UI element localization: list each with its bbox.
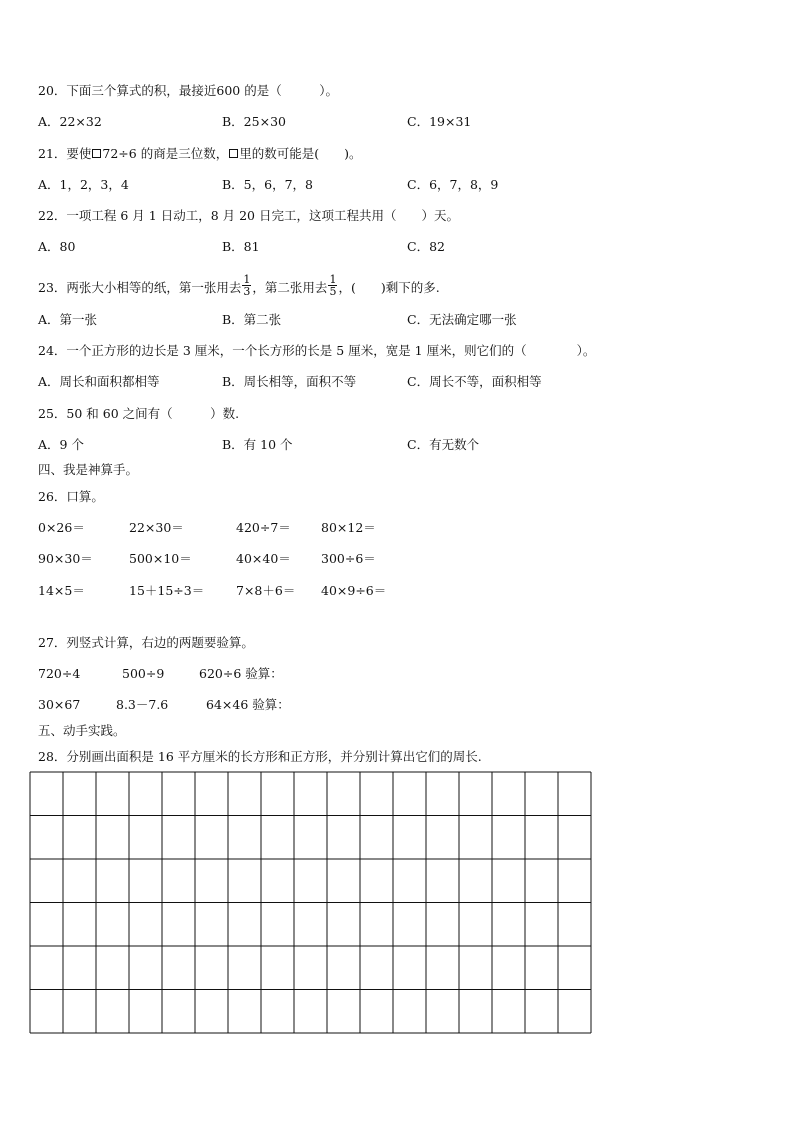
q23-stem-part-c: ，( )剩下的多. xyxy=(338,280,440,295)
q24-stem: 24．一个正方形的边长是 3 厘米，一个长方形的长是 5 厘米，宽是 1 厘米，则它们的（ ）。 xyxy=(38,343,596,358)
q26-item: 15＋15÷3＝ xyxy=(129,583,205,598)
fraction-one-fifth xyxy=(328,274,337,297)
q27-item: 8.3－7.6 xyxy=(116,697,169,712)
q25-option-b: B．有 10 个 xyxy=(222,437,293,452)
q27-item: 720÷4 xyxy=(38,666,81,681)
q25-option-c: C．有无数个 xyxy=(407,437,480,452)
q26-item: 420÷7＝ xyxy=(236,520,291,535)
q21-stem-part-c: 里的数可能是( )。 xyxy=(239,146,362,161)
q28-stem: 28．分别画出面积是 16 平方厘米的长方形和正方形，并分别计算出它们的周长. xyxy=(38,749,482,764)
fraction-denominator: 5 xyxy=(329,285,337,298)
q21-stem-part-a: 21．要使 xyxy=(38,146,92,161)
q22-option-a: A．80 xyxy=(38,239,76,254)
q21-option-c: C．6，7，8，9 xyxy=(407,177,499,192)
q23-stem-part-b: ，第二张用去 xyxy=(252,280,328,295)
q27-item: 30×67 xyxy=(38,697,81,712)
fraction-denominator: 3 xyxy=(243,285,251,298)
q24-option-a: A．周长和面积都相等 xyxy=(38,374,160,389)
q21-option-a: A．1，2，3，4 xyxy=(38,177,129,192)
q20-option-c: C．19×31 xyxy=(407,114,472,129)
q20-stem: 20．下面三个算式的积，最接近600 的是（ ）。 xyxy=(38,83,338,98)
q23-option-c: C．无法确定哪一张 xyxy=(407,312,517,327)
q23-stem-part-a: 23．两张大小相等的纸，第一张用去 xyxy=(38,280,242,295)
blank-box-icon xyxy=(92,149,101,158)
fraction-numerator: 1 xyxy=(329,273,337,286)
q23-option-b: B．第二张 xyxy=(222,312,282,327)
drawing-grid[interactable] xyxy=(29,771,593,1035)
q26-title: 26．口算。 xyxy=(38,489,104,504)
q20-option-b: B．25×30 xyxy=(222,114,286,129)
q26-item: 40×9÷6＝ xyxy=(321,583,387,598)
q21-stem-part-b: 72÷6 的商是三位数， xyxy=(102,146,229,161)
q25-stem: 25．50 和 60 之间有（ ）数. xyxy=(38,406,240,421)
section-4-heading: 四、我是神算手。 xyxy=(38,462,139,477)
blank-box-icon xyxy=(229,149,238,158)
q21-option-b: B．5，6，7，8 xyxy=(222,177,313,192)
fraction-numerator: 1 xyxy=(243,273,251,286)
fraction-one-third xyxy=(242,274,251,297)
q25-option-a: A．9 个 xyxy=(38,437,84,452)
q27-item: 620÷6 验算： xyxy=(199,666,283,681)
q22-option-c: C．82 xyxy=(407,239,445,254)
q22-stem: 22．一项工程 6 月 1 日动工，8 月 20 日完工，这项工程共用（ ）天。 xyxy=(38,208,459,223)
q20-option-a: A．22×32 xyxy=(38,114,102,129)
q24-option-b: B．周长相等，面积不等 xyxy=(222,374,357,389)
q26-item: 500×10＝ xyxy=(129,551,192,566)
q27-item: 64×46 验算： xyxy=(206,697,290,712)
q24-option-c: C．周长不等，面积相等 xyxy=(407,374,542,389)
q23-stem xyxy=(38,273,440,300)
q27-title: 27．列竖式计算，右边的两题要验算。 xyxy=(38,635,254,650)
q23-option-a: A．第一张 xyxy=(38,312,98,327)
q26-item: 90×30＝ xyxy=(38,551,93,566)
section-5-heading: 五、动手实践。 xyxy=(38,723,126,738)
q26-item: 14×5＝ xyxy=(38,583,85,598)
q26-item: 40×40＝ xyxy=(236,551,291,566)
q26-item: 300÷6＝ xyxy=(321,551,376,566)
q26-item: 7×8＋6＝ xyxy=(236,583,296,598)
q21-stem xyxy=(38,146,361,162)
q26-item: 80×12＝ xyxy=(321,520,376,535)
q26-item: 22×30＝ xyxy=(129,520,184,535)
q26-item: 0×26＝ xyxy=(38,520,85,535)
q27-item: 500÷9 xyxy=(122,666,165,681)
q22-option-b: B．81 xyxy=(222,239,260,254)
